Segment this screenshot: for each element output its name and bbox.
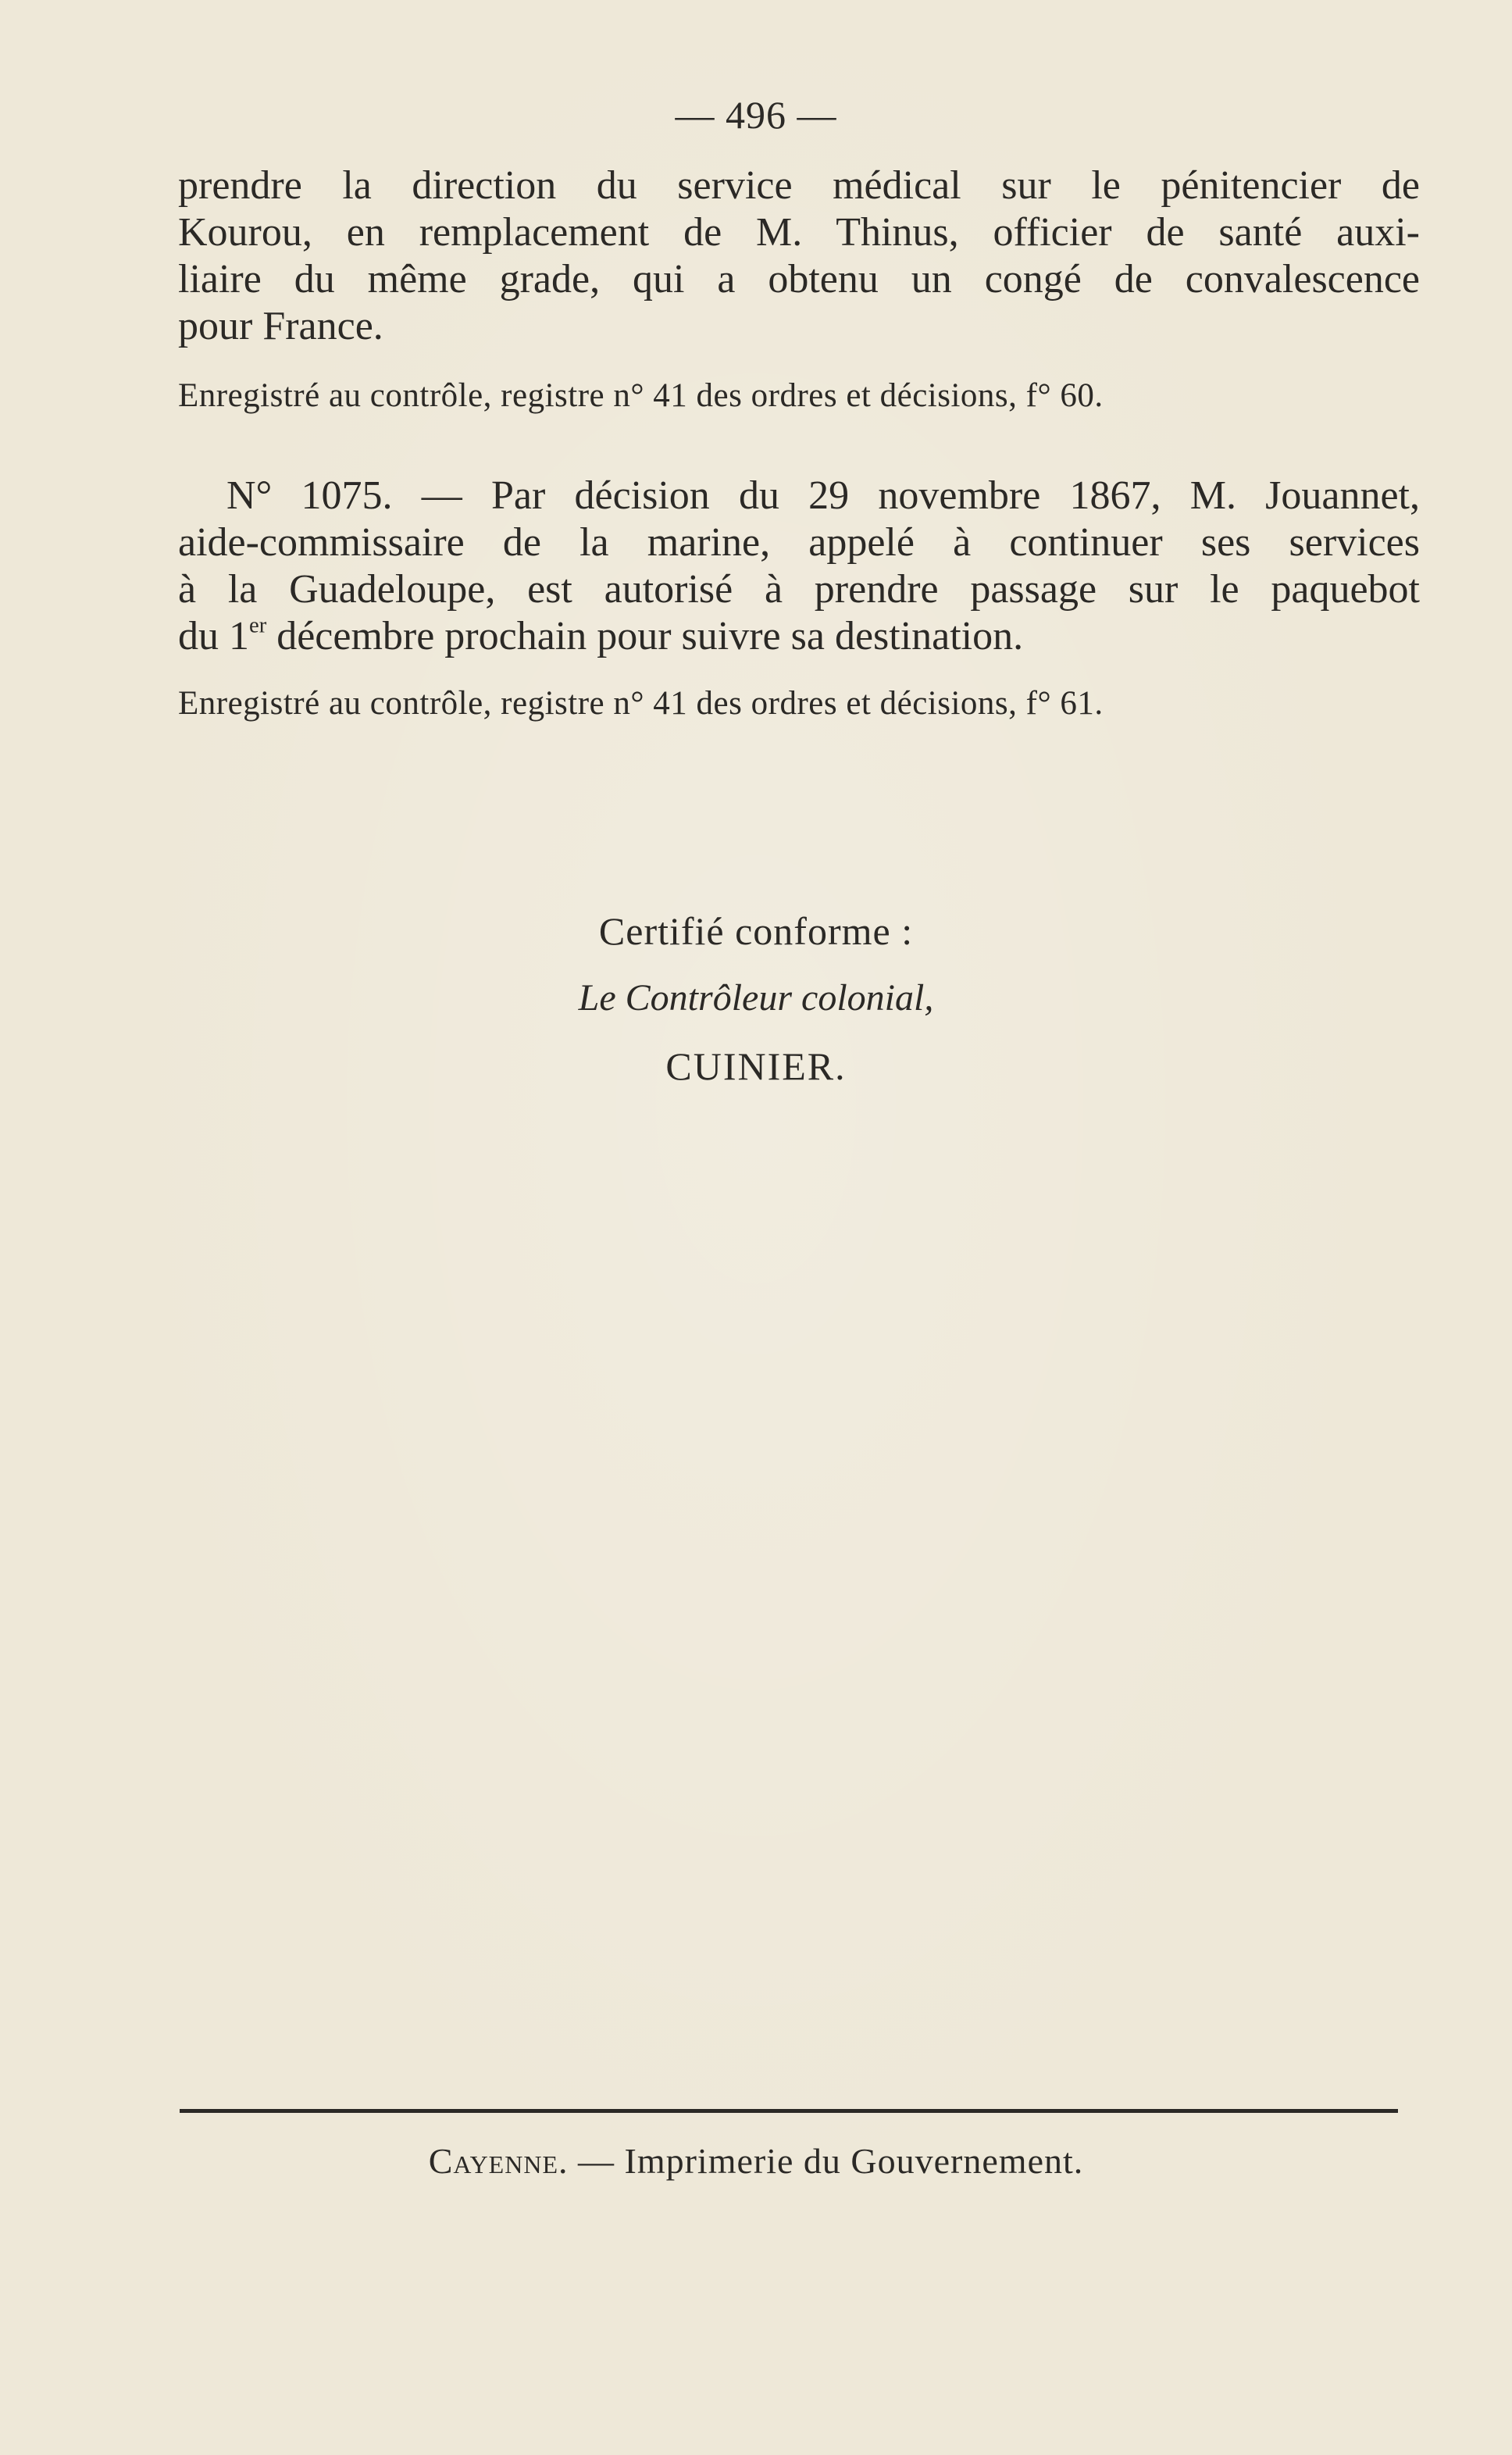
superscript-er: er: [249, 613, 267, 638]
entry-1075-first-line: [178, 473, 1420, 519]
certification-signatory: CUINIER.: [665, 1044, 847, 1088]
text-line: — Par décision du 29 novembre 1867, M. Jouannet,: [392, 473, 1420, 518]
text-line: Kourou, en remplacement de M. Thinus, officier de santé auxi-: [178, 210, 1420, 255]
certification-role: Le Contrôleur colonial,: [578, 977, 934, 1019]
text-line: prendre la direction du service médical sur le pénitencier de: [178, 163, 1420, 208]
entry-number: N° 1075.: [226, 473, 393, 518]
text-fragment: décembre prochain pour suivre sa destination.: [266, 614, 1024, 658]
page-number: — 496 —: [675, 93, 837, 137]
registration-note-60: Enregistré au contrôle, registre n° 41 des ordres et décisions, f° 60.: [178, 377, 1104, 414]
text-fragment: du 1: [178, 614, 249, 658]
registration-note-61: Enregistré au contrôle, registre n° 41 des ordres et décisions, f° 61.: [178, 685, 1104, 722]
certification-title: Certifié conforme :: [598, 909, 914, 953]
footer-rule: [180, 2109, 1398, 2113]
entry-1075-text: [178, 473, 1420, 660]
continuation-text: [178, 162, 1420, 350]
text-line: pour France.: [178, 304, 383, 348]
text-line: aide-commissaire de la marine, appelé à continuer ses services: [178, 520, 1420, 565]
imprint-place: Cayenne.: [428, 2141, 569, 2181]
entry-1075: [178, 473, 1420, 660]
continuation-paragraph: [178, 162, 1420, 350]
imprint-separator: —: [568, 2141, 625, 2181]
text-line: liaire du même grade, qui a obtenu un congé de convalescence: [178, 257, 1420, 302]
text-line: à la Guadeloupe, est autorisé à prendre passage sur le paquebot: [178, 567, 1420, 612]
imprint-printer: Imprimerie du Gouvernement.: [624, 2141, 1084, 2181]
printer-imprint: [0, 2140, 1512, 2182]
entry-1075-last-line: [178, 613, 1420, 660]
